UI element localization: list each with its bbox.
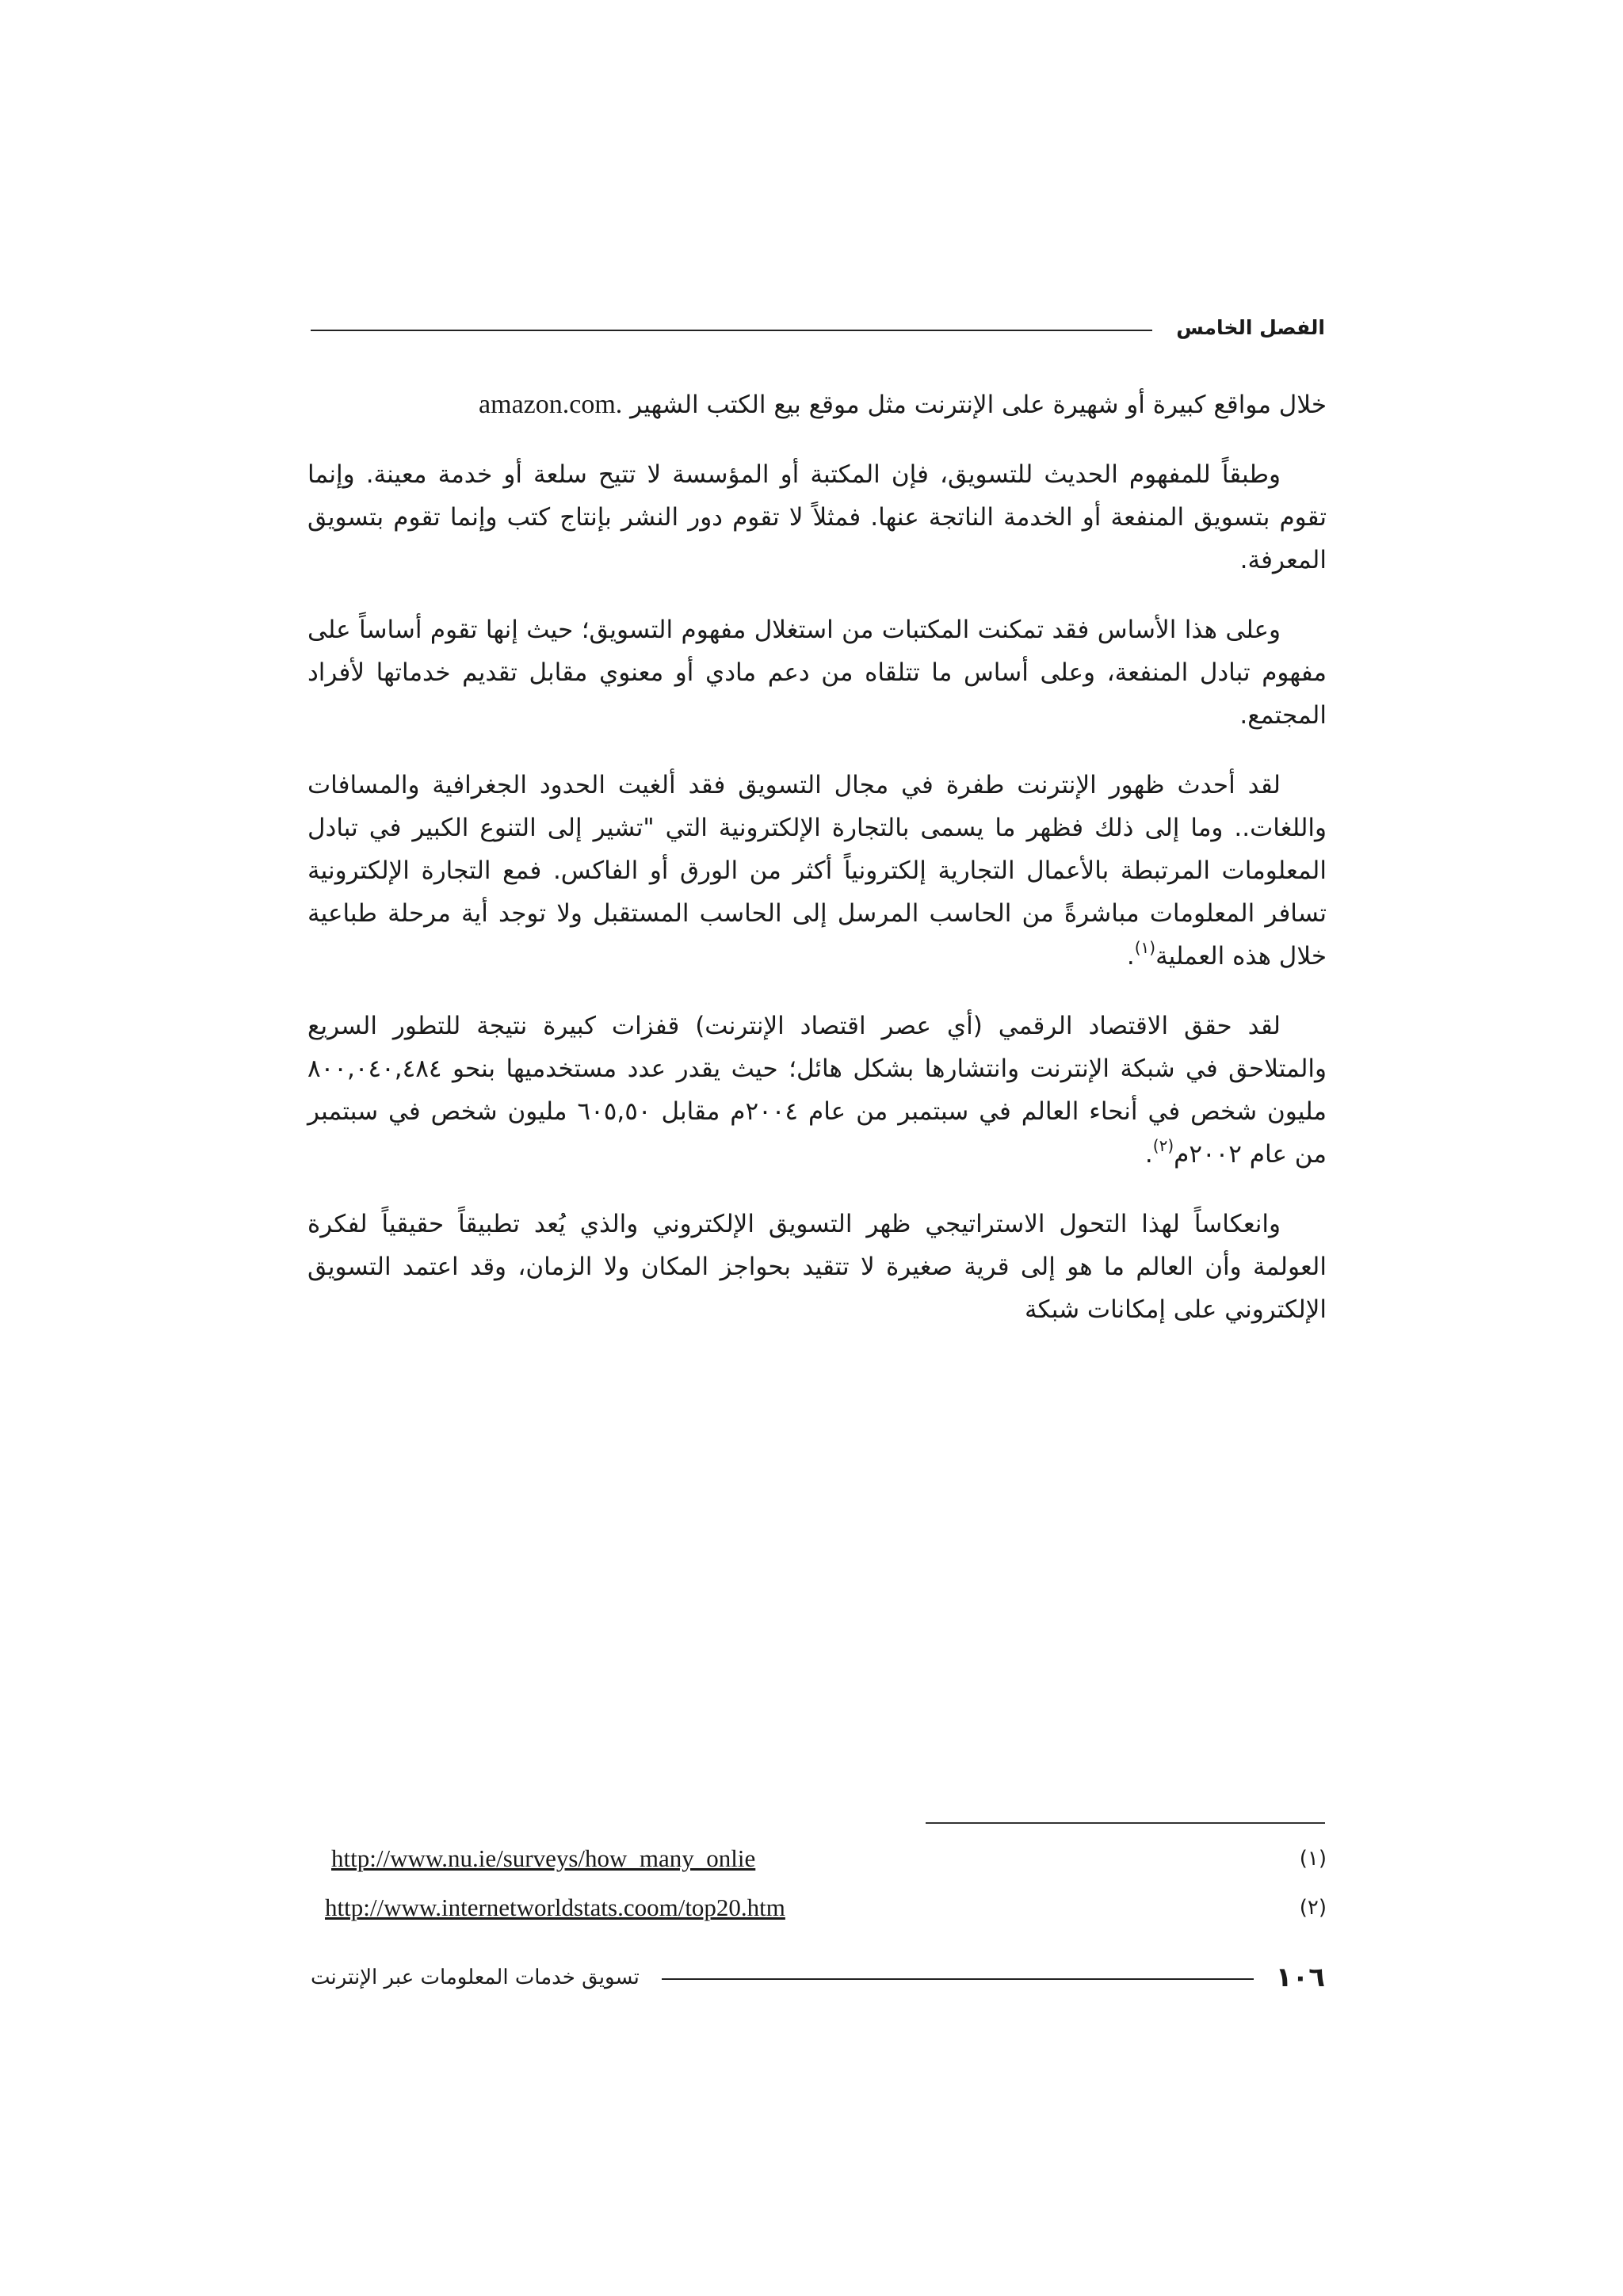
footnote-1 xyxy=(307,1841,1327,1876)
paragraph-4-text: لقد أحدث ظهور الإنترنت طفرة في مجال التسويق فقد ألغيت الحدود الجغرافية والمسافات واللغات.. وما إلى ذلك فظهر ما يسمى بالتجارة الإلكترونية التي "تشير إلى التنوع الكبير في تبادل المعلومات المرتبطة بالأعمال التجارية إلكترونياً أكثر من الورق أو الفاكس. فمع التجارة الإلكترونية تسافر المعلومات مباشرةً من الحاسب المرسل إلى الحاسب المستقبل ولا توجد أية مرحلة طباعية خلال هذه العملية xyxy=(307,771,1327,971)
footnote-2-number: (٢) xyxy=(1299,1896,1327,1920)
footnote-2 xyxy=(307,1890,1327,1925)
running-header xyxy=(311,307,1325,347)
paragraph-5-text: لقد حقق الاقتصاد الرقمي (أي عصر اقتصاد الإنترنت) قفزات كبيرة نتيجة للتطور السريع والمتلاحق في شبكة الإنترنت وانتشارها بشكل هائل؛ حيث يقدر عدد مستخدميها بنحو ٨٠٠,٠٤٠,٤٨٤ مليون شخص في أنحاء العالم في سبتمبر من عام ٢٠٠٤م مقابل ٦٠٥,٥٠ مليون شخص في سبتمبر من عام ٢٠٠٢م xyxy=(307,1012,1327,1169)
paragraph-3-text: وعلى هذا الأساس فقد تمكنت المكتبات من استغلال مفهوم التسويق؛ حيث إنها تقوم أساساً على مفهوم تبادل المنفعة، وعلى أساس ما تتلقاه من دعم مادي أو معنوي مقابل تقديم خدماتها لأفراد المجتمع. xyxy=(307,616,1327,730)
paragraph-4-end: . xyxy=(1126,942,1135,971)
paragraph-1-text: خلال مواقع كبيرة أو شهيرة على الإنترنت مثل موقع بيع الكتب الشهير xyxy=(630,391,1327,419)
paragraph-2 xyxy=(307,453,1327,582)
paragraph-4 xyxy=(307,764,1327,978)
paragraph-3 xyxy=(307,608,1327,737)
footnote-separator xyxy=(926,1822,1325,1824)
body-text xyxy=(307,383,1327,1358)
chapter-title: الفصل الخامس xyxy=(1176,315,1325,339)
page-footer xyxy=(311,1954,1325,2001)
footnote-ref-2[interactable]: (٢) xyxy=(1152,1136,1174,1155)
footnote-1-number: (١) xyxy=(1299,1847,1327,1871)
footnote-ref-1[interactable]: (١) xyxy=(1134,938,1156,957)
page-number: ١٠٦ xyxy=(1275,1962,1325,1993)
paragraph-5-end: . xyxy=(1144,1140,1153,1169)
paragraph-5 xyxy=(307,1005,1327,1176)
book-title: تسويق خدمات المعلومات عبر الإنترنت xyxy=(311,1966,640,1989)
paragraph-6-text: وانعكاساً لهذا التحول الاستراتيجي ظهر التسويق الإلكتروني والذي يُعد تطبيقاً حقيقياً لفكرة العولمة وأن العالم ما هو إلى قرية صغيرة لا تتقيد بحواجز المكان ولا الزمان، وقد اعتمد التسويق الإلكتروني على إمكانات شبكة xyxy=(307,1210,1327,1324)
paragraph-2-text: وطبقاً للمفهوم الحديث للتسويق، فإن المكتبة أو المؤسسة لا تتيح سلعة أو خدمة معينة. وإنما تقوم بتسويق المنفعة أو الخدمة الناتجة عنها. فمثلاً لا تقوم دور النشر بإنتاج كتب وإنما تقوم بتسويق المعرفة. xyxy=(307,460,1327,574)
header-rule xyxy=(311,330,1152,331)
footnote-2-link[interactable]: http://www.internetworldstats.coom/top20.htm xyxy=(325,1894,785,1921)
amazon-link-text: amazon.com. xyxy=(479,390,623,419)
footer-rule xyxy=(662,1978,1254,1980)
paragraph-1 xyxy=(307,383,1327,426)
paragraph-6 xyxy=(307,1203,1327,1331)
footnote-1-link[interactable]: http://www.nu.ie/surveys/how_many_onlie xyxy=(331,1844,756,1872)
